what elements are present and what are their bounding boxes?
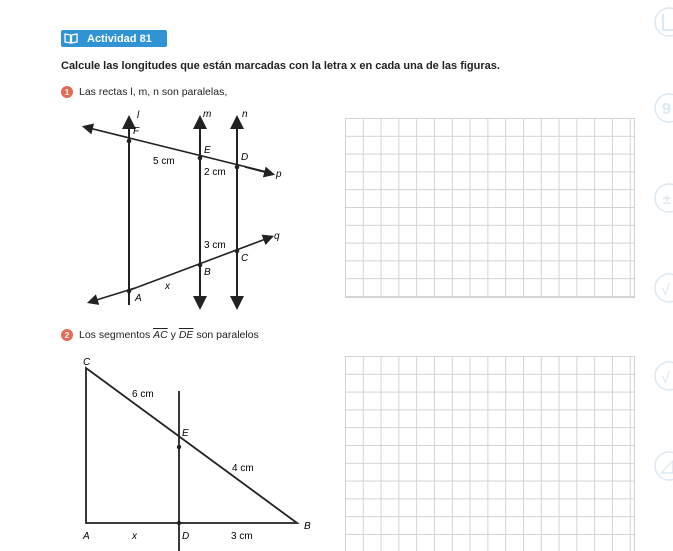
book-icon — [61, 30, 81, 47]
problem2-figure — [75, 355, 335, 551]
label-n: n — [242, 109, 248, 120]
label-6cm: 6 cm — [132, 389, 154, 400]
point-E-dot — [198, 156, 203, 161]
label-p: p — [276, 169, 282, 180]
problem2-text-mid: y — [167, 329, 179, 341]
segment-AC: $\overline{AC}$ — [153, 329, 168, 341]
label-B-2: B — [304, 521, 311, 532]
triangle-icon — [646, 450, 673, 482]
label-A-2: A — [83, 531, 90, 542]
label-l: l — [137, 110, 140, 121]
angle-icon — [646, 6, 673, 38]
problem1-text: Las rectas l, m, n son paralelas, — [79, 86, 228, 98]
svg-text:√: √ — [661, 282, 670, 299]
point-C-dot — [235, 249, 240, 254]
point-B-dot — [198, 263, 203, 268]
point-D-dot-2 — [177, 521, 181, 525]
label-E: E — [204, 145, 211, 156]
problem1-number: 1 — [61, 86, 73, 98]
label-B: B — [204, 267, 211, 278]
problem2-text-suffix: son paralelos — [193, 329, 259, 341]
label-5cm: 5 cm — [153, 156, 175, 167]
label-E-2: E — [182, 428, 189, 439]
label-4cm: 4 cm — [232, 463, 254, 474]
label-x1: x — [165, 281, 170, 292]
sqrt-icon — [646, 272, 673, 304]
point-F-dot — [127, 139, 132, 144]
problem1-figure — [75, 105, 335, 320]
label-2cm: 2 cm — [204, 167, 226, 178]
point-D-dot — [235, 165, 240, 170]
problem2-number: 2 — [61, 329, 73, 341]
svg-text:√: √ — [661, 370, 670, 387]
label-F: F — [133, 126, 140, 137]
label-q: q — [274, 231, 280, 242]
instructions: Calcule las longitudes que están marcadas con la letra x en cada una de las figuras. — [61, 60, 500, 72]
label-D: D — [241, 152, 249, 163]
label-A: A — [135, 293, 142, 304]
problem2-text — [79, 329, 259, 341]
label-3cm: 3 cm — [204, 240, 226, 251]
svg-text:9: 9 — [662, 101, 671, 118]
label-D-2: D — [182, 531, 190, 542]
answer-grid-2[interactable] — [345, 356, 635, 551]
label-3cm-2: 3 cm — [231, 531, 253, 542]
plus-minus-icon — [646, 182, 673, 214]
answer-grid-1[interactable] — [345, 118, 635, 298]
svg-text:±: ± — [663, 191, 671, 207]
point-E-dot-2 — [177, 445, 181, 449]
line-p-left — [85, 127, 271, 173]
label-x2: x — [132, 531, 137, 542]
line-p-right — [245, 167, 272, 174]
activity-badge — [61, 30, 167, 47]
label-C-2: C — [83, 357, 91, 368]
triangle-ACB — [86, 368, 297, 523]
activity-title: Actividad 81 — [87, 32, 152, 45]
problem2-text-prefix: Los segmentos — [79, 329, 154, 341]
label-C: C — [241, 253, 249, 264]
label-m: m — [203, 109, 212, 120]
segment-DE: $\overline{DE}$ — [178, 329, 194, 341]
sqrt-icon-2 — [646, 360, 673, 392]
nine-icon — [646, 92, 673, 124]
point-A-dot — [127, 289, 132, 294]
